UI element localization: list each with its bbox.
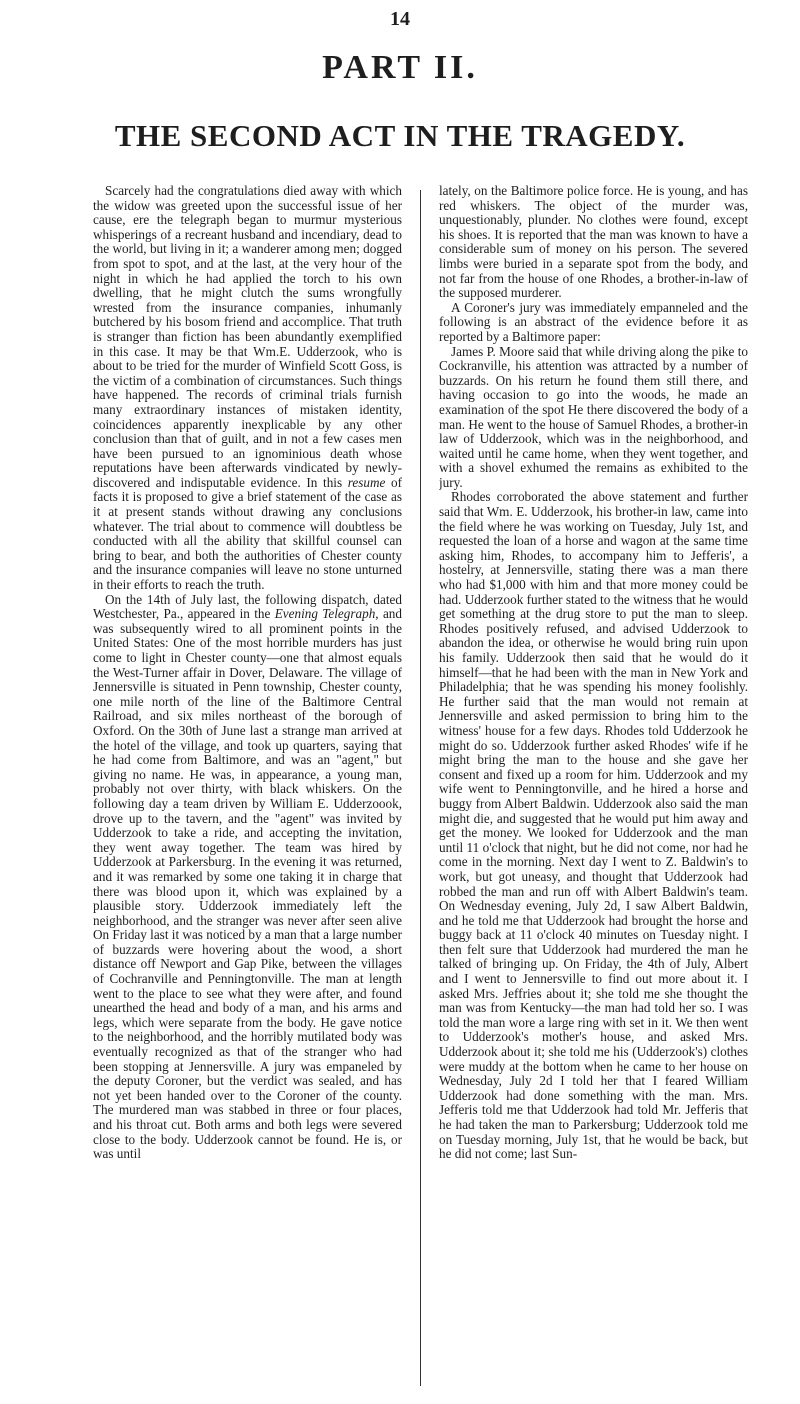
newspaper-name: Evening Telegraph [274,606,376,622]
column-divider [420,190,421,1386]
paragraph: A Coroner's jury was immediately empanneled and the following is an abstract of the evidence before it as reported by a Baltimore paper: [439,299,748,344]
paragraph-text: , and was subsequently wired to all prominent points in the United States: One of the most horrible murders has just come to light in Chester county—one that almost equals the West-Turner affair in Dover, Delaware. The village of Jennersville is situated in Penn township, Chester county, one mile north of the line of the Baltimore Central Railroad, and six miles northeast of the borough of Oxford. On the 30th of June last a strange man arrived at the hotel of the village, and took up quarters, saying that he had come from Baltimore, and was an "agent," but giving no name. He was, in appearance, a young man, probably not over thirty, with black whiskers. On the following day a team driven by William E. Udderzoook, drove up to the tavern, and the "agent" was invited by Udderzook to take a ride, and accepting the invitation, they went away together. The team was hired by Udderzook at Parkersburg. In the evening it was returned, and it was remarked by some one taking it in charge that there was blood upon it, which was explained by a plausible story. Udderzook immediately left the neighborhood, and the stranger was never after seen alive On Friday last it was noticed by a man that a large number of buzzards were hovering about the wood, a short distance off Newport and Gap Pike, between the villages of Cochranville and Penningtonville. The man at length went to the place to see what they were after, and found unearthed the head and body of a man, and his arms and legs, which were separate from the body. He gave notice to the neighborhood, and the horribly mutilated body was eventually recognized as that of the stranger who had been stopping at Jennersville. A jury was empaneled by the deputy Coroner, but the verdict was sealed, and has not yet been handed over to the Coroner of the county. The murdered man was stabbed in three or four places, and his throat cut. Both arms and both legs were severed close to the body. Udderzook cannot be found. He is, or was until [93,606,402,1162]
page-number: 14 [390,8,410,30]
paragraph: Rhodes corroborated the above statement and further said that Wm. E. Udderzook, his brother-in law, came into the field where he was working on Tuesday, July 1st, and requested the loan of a horse and wagon at the same time asking him, Rhodes, to accompany him to Jefferis', a hostelry, at Jennersville, stating there was a man there who had $1,000 with him and that more money could be had. Udderzook further stated to the witness that he would get something at the drug store to put the man to sleep. Rhodes positively refused, and advised Udderzook to abandon the idea, or otherwise he would bring ruin upon his family. Udderzook then said that he would do it himself—that he had been with the man in New York and Philadelphia; that he was spending his money foolishly. He further said that the man would not remain at Jennersville and asked permission to bring him to the witness' house for a few days. Rhodes told Udderzook he might do so. Udderzook further asked Rhodes' wife if he might bring the man to the house and she gave her consent and fixed up a room for him. Udderzook and my wife went to Penningtonville, and he hired a horse and buggy from Albert Baldwin. Udderzook also said the man might die, and suggested that he would put him away and get the money. We looked for Udderzook and the man until 11 o'clock that night, but he did not come, nor had he come in the morning. Next day I went to Z. Baldwin's to work, but got uneasy, and thought that Udderzook had robbed the man and run off with Albert Baldwin's team. On Wednesday evening, July 2d, I saw Albert Baldwin, and he told me that Udderzook had brought the horse and buggy back at 11 o'clock 40 minutes on Tuesday night. I then felt sure that Udderzook had murdered the man he talked of bringing up. On Friday, the 4th of July, Albert and I went to Jennersville to find out more about it. I asked Mrs. Jeffries about it; she told me she thought the man was from Kentucky—the man had told her so. I was told the man wore a large ring with set in it. We then went to Udderzook's mother's house, and asked Mrs. Udderzook about it; she told me his (Udderzook's) clothes were muddy at the bottom when he came to her house on Wednesday, July 2d I told her that I feared William Udderzook had done something with the man. Mrs. Jefferis told me that Udderzook had told Mr. Jefferis that he had taken the man to Parkersburg; Udderzook told me on Tuesday morning, July 1st, that he would be back, but he did not come; last Sun- [439,489,748,1162]
paragraph [93,184,402,593]
right-column [439,184,748,1389]
paragraph [93,593,402,1162]
article-body [93,184,748,1394]
chapter-title: THE SECOND ACT IN THE TRAGEDY. [114,118,686,153]
paragraph: James P. Moore said that while driving along the pike to Cockranville, his attention was attracted by a number of buzzards. On his return he found them still there, and having occasion to go into the woods, he made an examination of the spot He there discovered the body of a man. He went to the house of Samuel Rhodes, a brother-in law of Udderzook, which was in the neighborhood, and waited until he came home, when they went together, and with a shovel exhumed the remains as exhibited to the jury. [439,343,748,490]
paragraph-text: of facts it is proposed to give a brief statement of the case as it at present stands without drawing any conclusions whatever. The trial about to commence will doubtless be conducted with all the ability that skillful counsel can bring to bear, and both the authorities of Chester county and the insurance companies will leave no stone unturned in their efforts to reach the truth. [93,474,402,593]
part-title: PART II. [322,49,478,86]
paragraph: lately, on the Baltimore police force. He is young, and has red whiskers. The object of the murder was, unquestionably, plunder. No clothes were found, except his shoes. It is reported that the man was known to have a considerable sum of money on his person. The severed limbs were buried in a separate spot from the body, and not far from the house of one Rhodes, a brother-in-law of the supposed murderer. [439,184,748,301]
paragraph-text: Scarcely had the congratulations died away with which the widow was greeted upon the successful issue of her cause, ere the telegraph began to murmur mysterious whisperings of a recreant husband and incendiary, dead to the world, but living in it; a wanderer among men; dogged from spot to spot, and at the last, at the very hour of the night in which he had applied the torch to his own dwelling, that he might clutch the sums wrongfully wrested from the insurance companies, inhumanly butchered by his bosom friend and accomplice. That truth is stranger than fiction has been abundantly exemplified in this case. It may be that Wm.E. Udderzook, who is about to be tried for the murder of Winfield Scott Goss, is the victim of a combination of circumstances. Such things have happened. The records of criminal trials furnish many extraordinary instances of mistaken identity, coincidences apparently inexplicable by any other conclusion than that of guilt, and in not a few cases men have been pursued to an ignominious death whose reputations have been afterwards vindicated by newly-discovered and indisputable evidence. In this [93,184,402,490]
left-column [93,184,402,1389]
italic-term: resume [347,474,386,490]
paragraph-text: On the 14th of July last, the following dispatch, dated Westchester, Pa., appeared in the [93,591,402,622]
